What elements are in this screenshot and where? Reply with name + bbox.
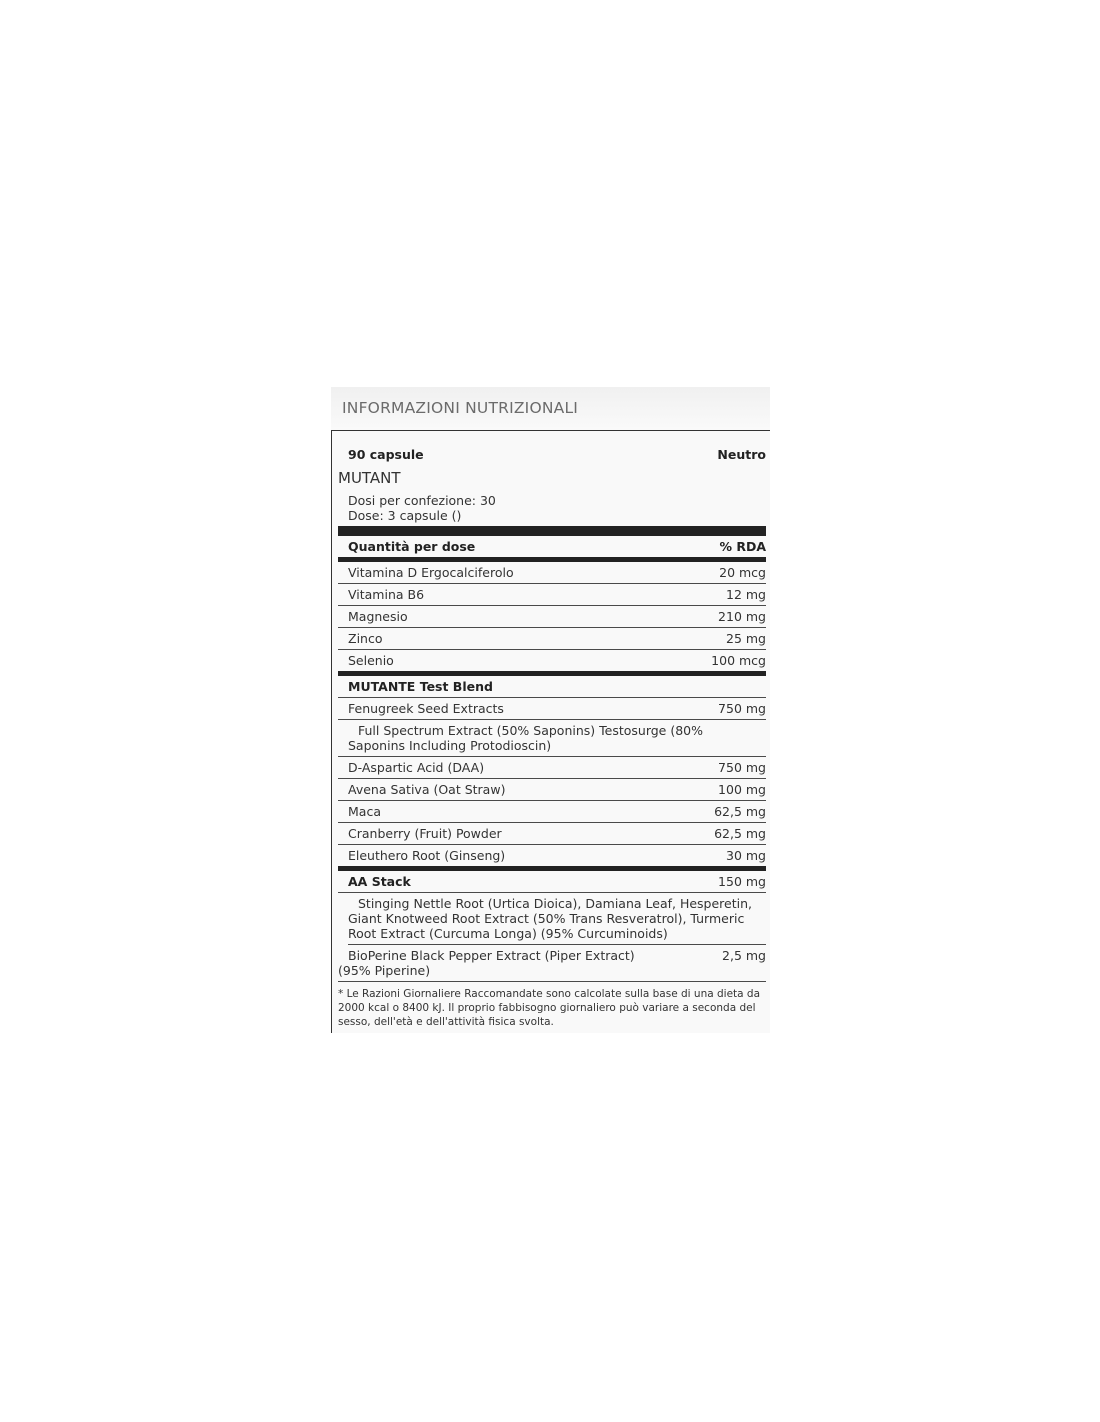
product-size: 90 capsule — [348, 447, 424, 462]
row-divider — [338, 892, 766, 893]
footnote: * Le Razioni Giornaliere Raccomandate sono calcolate sulla base di una dieta da 2000 kcal o 8400 kJ. Il proprio fabbisogno giornaliero può variare a seconda del sesso, dell'età e dell'attività fisica svolta. — [338, 988, 761, 1028]
row-divider — [348, 944, 766, 945]
servings-per-container: Dosi per confezione: 30 — [348, 493, 496, 508]
brand-name: MUTANT — [338, 469, 401, 487]
row-divider — [338, 649, 766, 650]
bioperine-name: BioPerine Black Pepper Extract (Piper Extract) (95% Piperine) — [338, 948, 635, 978]
blend-title: MUTANTE Test Blend — [348, 679, 493, 694]
aa-stack-detail: Stinging Nettle Root (Urtica Dioica), Damiana Leaf, Hesperetin, Giant Knotweed Root Extract (50% Trans Resveratrol), Turmeric Root Extract (Curcuma Longa) (95% Curcuminoids) — [348, 896, 753, 941]
medium-divider — [338, 557, 766, 562]
row-divider — [338, 605, 766, 606]
aa-stack-amount: 150 mg — [718, 874, 766, 889]
row-divider — [338, 583, 766, 584]
amount-per-serving-label: Quantità per dose — [348, 539, 476, 554]
row-divider — [338, 719, 766, 720]
row-divider — [338, 756, 766, 757]
row-divider — [338, 778, 766, 779]
product-flavor: Neutro — [717, 447, 766, 462]
row-divider — [338, 800, 766, 801]
medium-divider — [338, 866, 766, 871]
aa-stack-title: AA Stack — [348, 874, 411, 889]
row-divider — [338, 627, 766, 628]
serving-size: Dose: 3 capsule () — [348, 508, 462, 523]
row-divider — [338, 981, 766, 982]
nutrition-panel — [331, 387, 770, 1033]
nutrition-label: 90 capsule Neutro MUTANT Dosi per confezione: 30 Dose: 3 capsule () Quantità per dose % RDA Vitamina D Ergocalciferolo 20 mcg Vitamina B6 12 mg Magnesio 210 mg Zinco 25 mg Selenio 100 mcg MUTANTE Test Blend Fenugreek Seed Extracts 750 mg Full Spectrum Extract (50% Saponins) Testosurge (80% Saponins Including Protodioscin) D-Aspartic Acid (DAA) 750 mg Avena Sativa (Oat Straw) 100 mg Maca 62,5 mg Cranberry (Fruit) Powder 62,5 mg Eleuthero Root (Ginseng) 30 mg AA Stack 150 mg Stinging Nettle Root (Urtica Dioica), Damiana Leaf, Hesperetin, Giant Knotweed Root Extract (50% Trans Resveratrol), Turmeric Root Extract (Curcuma Longa) (95% Curcuminoids) BioPerine Black Pepper Extract (Piper Extract) (95% Piperine) 2,5 mg * Le Razioni Giornaliere Raccomandate sono calcolate sulla base di una dieta da 2000 kcal o 8400 kJ. Il proprio fabbisogno giornaliero può variare a seconda del sesso, dell'età e dell'attività fisica svolta. — [331, 430, 770, 1033]
blend-detail: Full Spectrum Extract (50% Saponins) Testosurge (80% Saponins Including Protodioscin) — [348, 723, 704, 753]
row-divider — [338, 697, 766, 698]
thick-divider — [338, 526, 766, 536]
row-divider — [338, 844, 766, 845]
panel-title: INFORMAZIONI NUTRIZIONALI — [331, 387, 770, 430]
medium-divider — [338, 671, 766, 676]
bioperine-amount: 2,5 mg — [722, 948, 766, 963]
row-divider — [338, 822, 766, 823]
rda-label: % RDA — [719, 539, 766, 554]
